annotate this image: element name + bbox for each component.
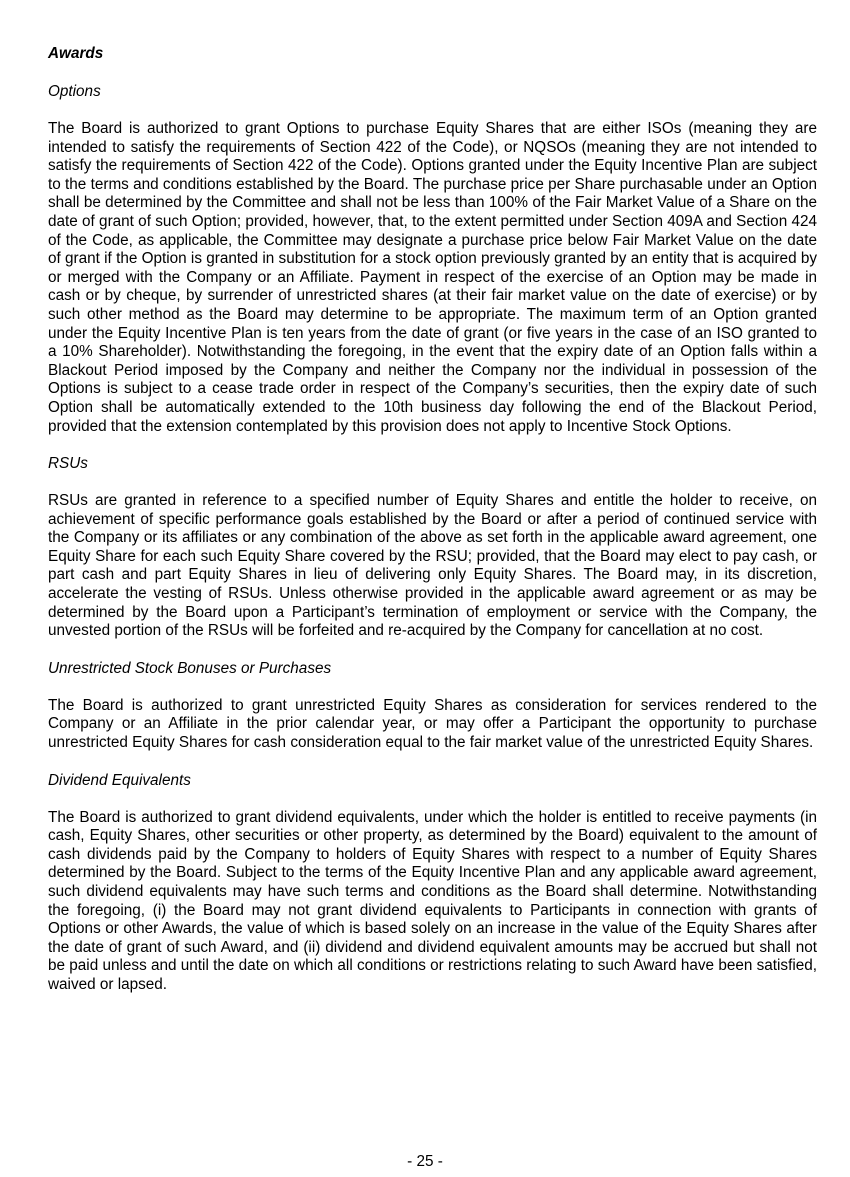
document-page bbox=[48, 44, 817, 1013]
page-number: - 25 - bbox=[407, 1153, 443, 1170]
subheading-options: Options bbox=[48, 83, 101, 100]
section-heading-awards: Awards bbox=[48, 45, 104, 62]
subheading-rsus: RSUs bbox=[48, 455, 88, 473]
subheading-unrestricted-stock: Unrestricted Stock Bonuses or Purchases bbox=[48, 659, 332, 677]
paragraph-options: The Board is authorized to grant Options to purchase Equity Shares that are either ISOs (meaning they are intended to satisfy the requirements of Section 422 of the Code), or NQSOs (meaning they are not intended to satisfy the requirements of Section 422 of the Code). Options granted under the Equity Incentive Plan are subject to the terms and conditions established by the Board. The purchase price per Share purchasable under an Option shall be determined by the Committee and shall not be less than 100% of the Fair Market Value of a Share on the date of grant of such Option; provided, however, that, to the extent permitted under Section 409A and Section 424 of the Code, as applicable, the Committee may designate a purchase price below Fair Market Value on the date of grant if the Option is granted in substitution for a stock option previously granted by an entity that is acquired by or merged with the Company or an Affiliate. Payment in respect of the exercise of an Option may be made in cash or by cheque, by surrender of unrestricted shares (at their fair market value on the date of exercise) or by such other method as the Board may determine to be appropriate. The maximum term of an Option granted under the Equity Incentive Plan is ten years from the date of grant (or five years in the case of an ISO granted to a 10% Shareholder). Notwithstanding the foregoing, in the event that the expiry date of an Option falls within a Blackout Period imposed by the Company and neither the Company nor the individual in possession of the Options is subject to a cease trade order in respect of the Company’s securities, then the expiry date of such Option shall be automatically extended to the 10th business day following the end of the Blackout Period, provided that the extension contemplated by this provision does not apply to Incentive Stock Options. bbox=[48, 120, 817, 435]
paragraph-rsus: RSUs are granted in reference to a specified number of Equity Shares and entitle the holder to receive, on achievement of specific performance goals established by the Board or after a period of continued service with the Company or its affiliates or any combination of the above as set forth in the applicable award agreement, one Equity Share for each such Equity Share covered by the RSU; provided, that the Board may elect to pay cash, or part cash and part Equity Shares in lieu of delivering only Equity Shares. The Board may, in its discretion, accelerate the vesting of RSUs. Unless otherwise provided in the applicable award agreement or as may be determined by the Board upon a Participant’s termination of employment or service with the Company, the unvested portion of the RSUs will be forfeited and re-acquired by the Company for cancellation at no cost. bbox=[48, 492, 817, 640]
paragraph-dividend-equivalents: The Board is authorized to grant dividend equivalents, under which the holder is entitled to receive payments (in cash, Equity Shares, other securities or other property, as determined by the Board) equivalent to the amount of cash dividends paid by the Company to holders of Equity Shares with respect to a number of Equity Shares determined by the Board. Subject to the terms of the Equity Incentive Plan and any applicable award agreement, such dividend equivalents may have such terms and conditions as the Board shall determine. Notwithstanding the foregoing, (i) the Board may not grant dividend equivalents to Participants in connection with grants of Options or other Awards, the value of which is based solely on an increase in the value of the Equity Shares after the date of grant of such Award, and (ii) dividend and dividend equivalent amounts may be accrued but shall not be paid unless and until the date on which all conditions or restrictions relating to such Award have been satisfied, waived or lapsed. bbox=[48, 808, 817, 993]
paragraph-unrestricted-stock: The Board is authorized to grant unrestricted Equity Shares as consideration for services rendered to the Company or an Affiliate in the prior calendar year, or may offer a Participant the opportunity to purchase unrestricted Equity Shares for cash consideration equal to the fair market value of the unrestricted Equity Shares. bbox=[48, 696, 817, 752]
subheading-dividend-equivalents: Dividend Equivalents bbox=[48, 771, 191, 789]
